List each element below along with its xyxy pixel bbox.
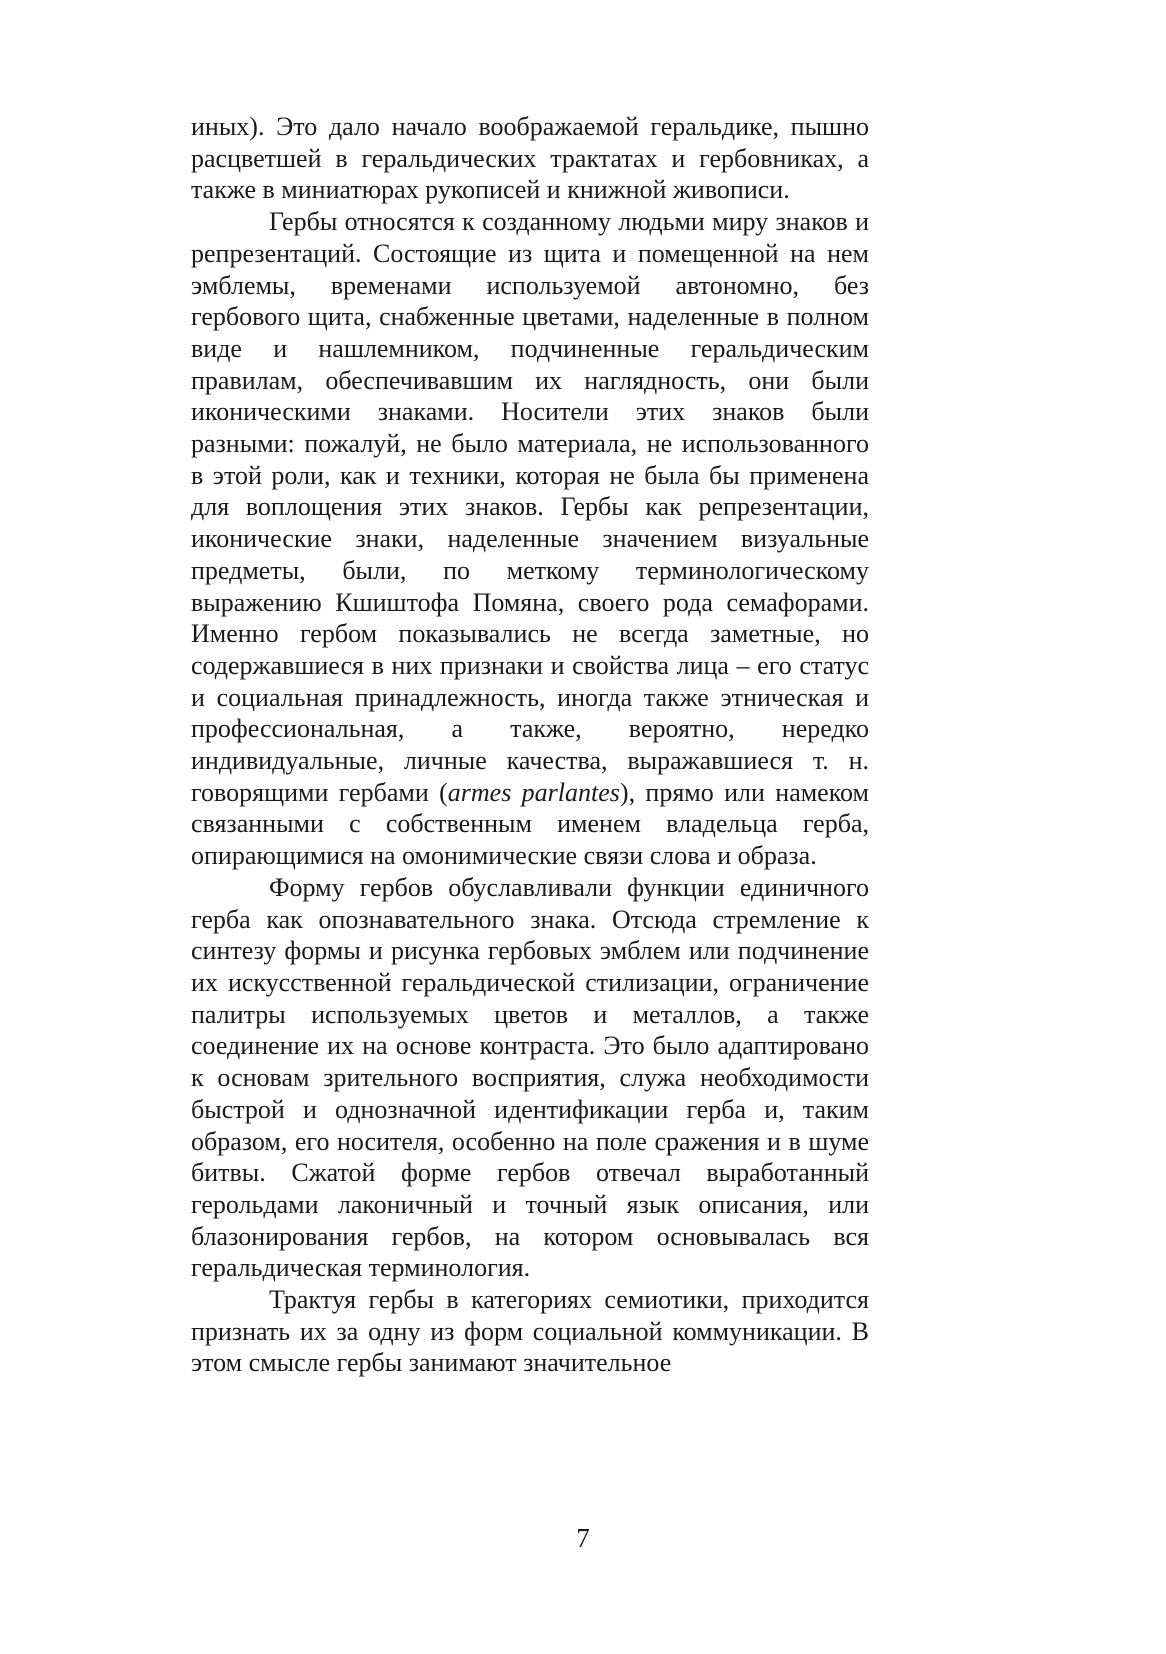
- page-number: 7: [576, 1523, 590, 1553]
- paragraph-4: Трактуя гербы в категориях семиотики, приходится признать их за одну из форм социальной коммуникации. В этом смысле гербы занимают значительное: [191, 1285, 869, 1378]
- body-text: [191, 111, 869, 1379]
- paragraph-2-text-start: Гербы относятся к созданному людьми миру знаков и репрезентаций. Состоящие из щита и помещенной на нем эмблемы, временами используемой автономно, без гербового щита, снабженные цветами, наделенные в полном виде и нашлемником, подчиненные геральдическим правилам, обеспечивавшим их наглядность, они были иконическими знаками. Носители этих знаков были разными: пожалуй, не было материала, не использованного в этой роли, как и техники, которая не была бы применена для воплощения этих знаков. Гербы как репрезентации, иконические знаки, наделенные значением визуальные предметы, были, по меткому терминологическому выражению Кшиштофа Помяна, своего рода семафорами. Именно гербом показывались не всегда заметные, но содержавшиеся в них признаки и свойства лица – его статус и социальная принадлежность, иногда также этническая и профессиональная, а также, вероятно, нередко индивидуальные, личные качества, выражавшиеся т. н. говорящими гербами (: [191, 207, 869, 807]
- paragraph-2: [191, 206, 869, 872]
- paragraph-3: Форму гербов обуславливали функции единичного герба как опознавательного знака. Отсюда стремление к синтезу формы и рисунка гербовых эмблем или подчинение их искусственной геральдической стилизации, ограничение палитры используемых цветов и металлов, а также соединение их на основе контраста. Это было адаптировано к основам зрительного восприятия, служа необходимости быстрой и однозначной идентификации герба и, таким образом, его носителя, особенно на поле сражения и в шуме битвы. Сжатой форме гербов отвечал выработанный герольдами лаконичный и точный язык описания, или блазонирования гербов, на котором основывалась вся геральдическая терминология.: [191, 872, 869, 1283]
- italic-term: armes parlantes: [447, 777, 620, 807]
- paragraph-1: иных). Это дало начало воображаемой геральдике, пышно расцветшей в геральдических трактатах и гербовниках, а также в миниатюрах рукописей и книжной живописи.: [191, 112, 869, 205]
- paragraph-2-text-end: ), прямо или намеком связанными с собственным именем владельца герба, опирающимися на омонимические связи слова и образа.: [191, 777, 869, 871]
